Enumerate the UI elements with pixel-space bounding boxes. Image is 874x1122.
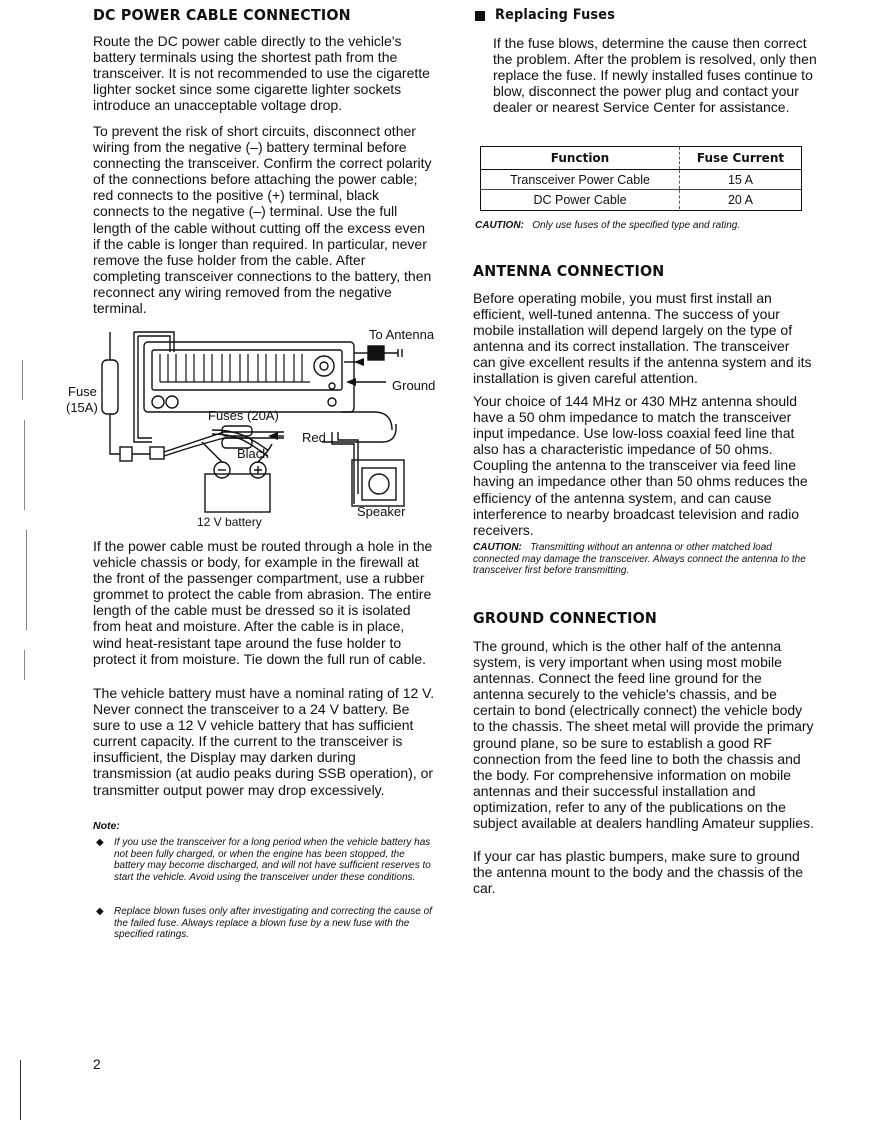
antenna-heading: ANTENNA CONNECTION — [473, 262, 665, 280]
scan-mark — [24, 650, 25, 680]
dc-paragraph-2: To prevent the risk of short circuits, disconnect other wiring from the negative (–) battery terminal before connecting the transceiver. Confirm the correct polarity of the connections before attaching the power cable; red connects to the positive (+) terminal, black connects to the negative (–) terminal. Use the full length of the cable without cutting off the excess even if the cable is longer than required. In particular, never remove the fuse holder from the cable. After completing transceiver connections to the battery, then reconnect any wiring removed from the negative terminal. — [93, 123, 432, 317]
scan-mark — [20, 1060, 21, 1120]
caution-label: CAUTION: — [473, 542, 522, 553]
ground-paragraph-2: If your car has plastic bumpers, make sure to ground the antenna mount to the body and the chassis of the car. — [473, 848, 804, 897]
fuse-table-frame — [480, 146, 802, 211]
scan-mark — [24, 420, 25, 510]
ground-terminal — [329, 383, 335, 389]
table-header-row — [481, 147, 801, 170]
label-ground: Ground — [392, 378, 436, 393]
caution-antenna: CAUTION: Transmitting without an antenna or other matched load connected may damage the transceiver. Always connect the antenna to the transceiver first before transmitting. — [473, 542, 806, 576]
ground-heading: GROUND CONNECTION — [473, 609, 658, 627]
dc-paragraph-4: The vehicle battery must have a nominal rating of 12 V. Never connect the transceiver to a 24 V battery. Be sure to use a 12 V vehicle battery that has sufficient current capacity. If the current to the transceiver is insufficient, the Display may darken during transmission (at audio peaks during SSB operation), or transmitter output power may drop excessively. — [93, 685, 435, 798]
bullet-icon: ◆ — [96, 837, 104, 848]
table-cell: 15 A — [680, 170, 802, 190]
table-row — [481, 170, 801, 190]
scan-mark — [22, 360, 23, 400]
antenna-paragraph-1: Before operating mobile, you must first install an efficient, well-tuned antenna. The success of your mobile installation will depend largely on the type of antenna and its correct installation. The transceiver can give excellent results if the antenna system and its installation is given careful attention. — [473, 290, 812, 387]
wiring-diagram — [62, 322, 442, 532]
table-cell: DC Power Cable — [481, 190, 680, 210]
label-fuse: Fuse — [68, 384, 97, 399]
square-bullet-icon — [475, 11, 485, 21]
bullet-icon: ◆ — [96, 906, 104, 917]
antenna-connector — [314, 356, 334, 376]
table-header: Function — [481, 147, 680, 170]
caution-fuse: CAUTION: Only use fuses of the specified type and rating. — [475, 220, 741, 231]
replacing-fuses-heading: Replacing Fuses — [495, 7, 616, 23]
note-item: ◆ Replace blown fuses only after investigating and correcting the cause of the failed fuse. Always replace a blown fuse by a new fuse with the specified ratings. — [96, 906, 432, 941]
table-row — [481, 190, 801, 210]
fuse-paragraph: If the fuse blows, determine the cause then correct the problem. After the problem is resolved, only then replace the fuse. If newly installed fuses continue to blow, disconnect the power plug and contact your dealer or nearest Service Center for assistance. — [493, 35, 817, 116]
label-speaker: Speaker — [357, 504, 406, 519]
table-cell: 20 A — [727, 192, 754, 207]
page-number: 2 — [93, 1056, 101, 1072]
label-red: Red — [302, 430, 326, 445]
caution-label: CAUTION: — [475, 220, 524, 231]
table-header: Fuse Current — [680, 147, 802, 170]
dc-power-heading: DC POWER CABLE CONNECTION — [93, 6, 351, 24]
label-to-antenna: To Antenna — [369, 327, 435, 342]
antenna-paragraph-2: Your choice of 144 MHz or 430 MHz antenna should have a 50 ohm impedance to match the transceiver input impedance. Use low-loss coaxial feed line that also has a characteristic impedance of 50 ohms. Coupling the antenna to the transceiver via feed line having an impedance other than 50 ohms reduces the efficiency of the antenna system, and can cause interference to nearby broadcast television and radio receivers. — [473, 393, 808, 538]
label-battery: 12 V battery — [197, 515, 262, 529]
note-label: Note: — [93, 820, 120, 832]
fuse-holder-15a — [102, 360, 118, 414]
table-cell: Transceiver Power Cable — [481, 170, 680, 190]
dc-paragraph-1: Route the DC power cable directly to the vehicle's battery terminals using the shortest path from the transceiver. It is not recommended to use the cigarette lighter socket since some cigarette lighter sockets introduce an unacceptable voltage drop. — [93, 33, 430, 114]
fuse-table — [481, 147, 801, 209]
label-fuses-20a: Fuses (20A) — [208, 408, 279, 423]
note-item: ◆ If you use the transceiver for a long period when the vehicle battery has not been fully charged, or when the engine has been stopped, the battery may become discharged, and will not have sufficient reserves to start the vehicle. Avoid using the transceiver under these conditions. — [96, 837, 431, 883]
label-fuse-rating: (15A) — [66, 400, 98, 415]
label-black: Black — [237, 446, 269, 461]
scan-mark — [26, 530, 27, 630]
battery — [205, 474, 270, 512]
dc-paragraph-3: If the power cable must be routed through a hole in the vehicle chassis or body, for example in the firewall at the front of the passenger compartment, use a rubber grommet to protect the cable from abrasion. The entire length of the cable must be dressed so it is isolated from heat and moisture. After the cable is in place, wind heat-resistant tape around the fuse holder to protect it from moisture. Tie down the full run of cable. — [93, 538, 433, 667]
ground-paragraph-1: The ground, which is the other half of the antenna system, is very important when using most mobile antennas. Connect the feed line ground for the antenna securely to the vehicle's chassis, and be certain to bond (electrically connect) the vehicle body to the chassis. The sheet metal will provide the primary ground plane, so be sure to establish a good RF connection from the feed line to both the chassis and the body. For comprehensive information on mobile antennas and their successful installation and optimization, refer to any of the publications on the subject available at dealers handling Amateur supplies. — [473, 638, 814, 832]
